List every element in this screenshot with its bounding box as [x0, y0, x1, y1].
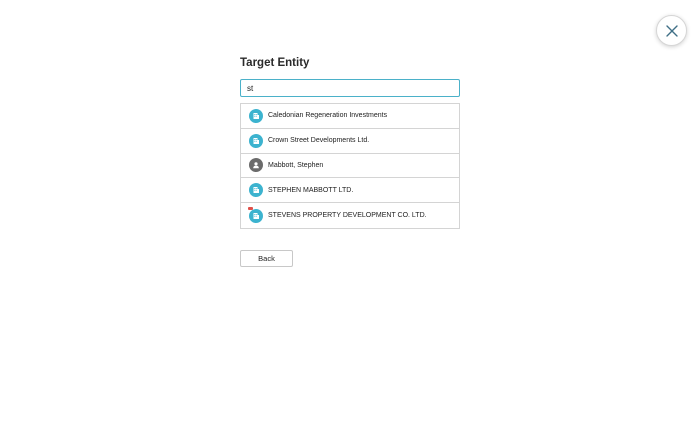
list-item-label: Caledonian Regeneration Investments [268, 112, 388, 120]
alert-badge [248, 207, 253, 210]
list-item[interactable] [241, 178, 459, 203]
list-item-label: STEVENS PROPERTY DEVELOPMENT CO. LTD. [268, 212, 427, 220]
close-icon [666, 25, 678, 37]
list-item[interactable] [241, 203, 459, 228]
person-icon [249, 158, 263, 172]
building-icon [249, 209, 263, 223]
list-item[interactable] [241, 129, 459, 154]
building-icon [249, 134, 263, 148]
search-input[interactable] [240, 79, 460, 97]
back-button[interactable]: Back [240, 250, 293, 267]
page-title: Target Entity [240, 57, 310, 69]
results-list [240, 103, 460, 229]
list-item-label: Mabbott, Stephen [268, 161, 324, 169]
list-item-label: STEPHEN MABBOTT LTD. [268, 186, 354, 194]
building-icon [249, 109, 263, 123]
building-icon [249, 183, 263, 197]
list-item[interactable] [241, 154, 459, 179]
close-button[interactable] [656, 15, 687, 46]
list-item[interactable] [241, 104, 459, 129]
list-item-label: Crown Street Developments Ltd. [268, 137, 370, 145]
